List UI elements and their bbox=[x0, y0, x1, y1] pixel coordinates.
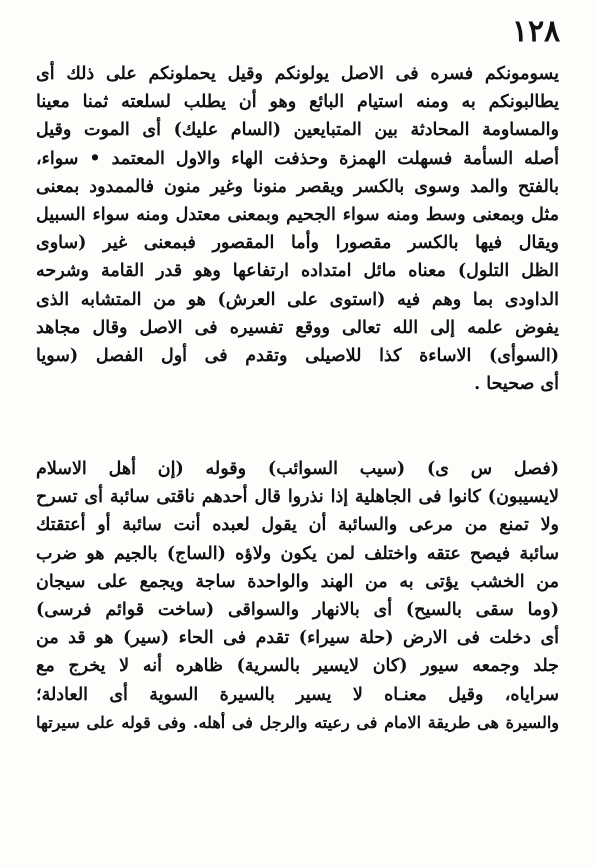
text-line: يفوض علمه إلى الله تعالى ووقع تفسيره فى الاصل وقال مجاهد bbox=[36, 317, 559, 338]
text-line: يسومونكم فسره فى الاصل يولونكم وقيل يحملونكم على ذلك أى bbox=[36, 64, 559, 84]
text-line: (فصل س ى) (سيب السوائب) وقوله (إن أهل الاسلام bbox=[36, 459, 559, 479]
text-line: والسيرة هى طريقة الامام فى رعيته والرجل فى أهله. وفى قوله على سيرتها bbox=[36, 712, 559, 732]
text-line: أى دخلت فى الارض (حلة سيراء) تقدم فى الحاء (سير) هو قد من bbox=[36, 628, 559, 649]
text-line: جلد وجمعه سيور (كان لايسير بالسرية) ظاهره أنه لا يخرج مع bbox=[36, 656, 559, 677]
page-number: ١٢٨ bbox=[511, 14, 561, 49]
text-line: ويقال فيها بالكسر مقصورا وأما المقصور فبمعنى غير (ساوى bbox=[36, 233, 559, 254]
text-line: أى صحيحا . bbox=[474, 374, 559, 395]
text-line: الظل التلول) معناه مائل امتداده ارتفاعها وهو قدر القامة وشرحه bbox=[36, 261, 559, 282]
text-line: (السوأى) الاساءة كذا للاصيلى وتقدم فى أول الفصل (سويا bbox=[36, 345, 559, 366]
text-line: سراياه، وقيل معنـاه لا يسير بالسيرة السوية أى العادلة؛ bbox=[36, 684, 559, 705]
text-line: بالفتح والمد وسوى بالكسر ويقصر منونا وغير منون فالممدود بمعنى bbox=[36, 176, 559, 197]
text-line: سائبة فيصح عتقه واختلف لمن يكون ولاؤه (الساج) بالجيم هو ضرب bbox=[36, 543, 559, 564]
text-line: من الخشب يؤتى به من الهند والواحدة ساجة ويجمع على سيجان bbox=[36, 571, 559, 592]
text-line: لايسيبون) كانوا فى الجاهلية إذا نذروا قال أحدهم ناقتى سائبة أى تسرح bbox=[36, 487, 559, 508]
paragraph-siin-waw bbox=[36, 60, 559, 398]
text-line: الداودى بما وهم فيه (استوى على العرش) هو من المتشابه الذى bbox=[36, 289, 559, 310]
text-line: (وما سقى بالسيح) أى بالانهار والسواقى (ساخت قوائم فرسى) bbox=[36, 599, 559, 620]
text-line: ولا تمنع من مرعى والسائبة أن يقول لعبده أنت سائبة أو أعتقتك bbox=[36, 515, 559, 536]
text-line: أصله السأمة فسهلت الهمزة وحذفت الهاء والاول المعتمد • سواء، bbox=[36, 148, 559, 169]
text-line: يطالبونكم به ومنه استيام البائع وهو أن يطلب لسلعته ثمنا معينا bbox=[36, 92, 559, 113]
text-line: مثل وبمعنى وسط ومنه سواء الجحيم وبمعنى معتدل ومنه سواء السبيل bbox=[36, 204, 559, 225]
paragraph-siin-ya bbox=[36, 455, 559, 737]
text-line: والمساومة المحادثة بين المتبايعين (السام عليك) أى الموت وقيل bbox=[36, 120, 559, 141]
